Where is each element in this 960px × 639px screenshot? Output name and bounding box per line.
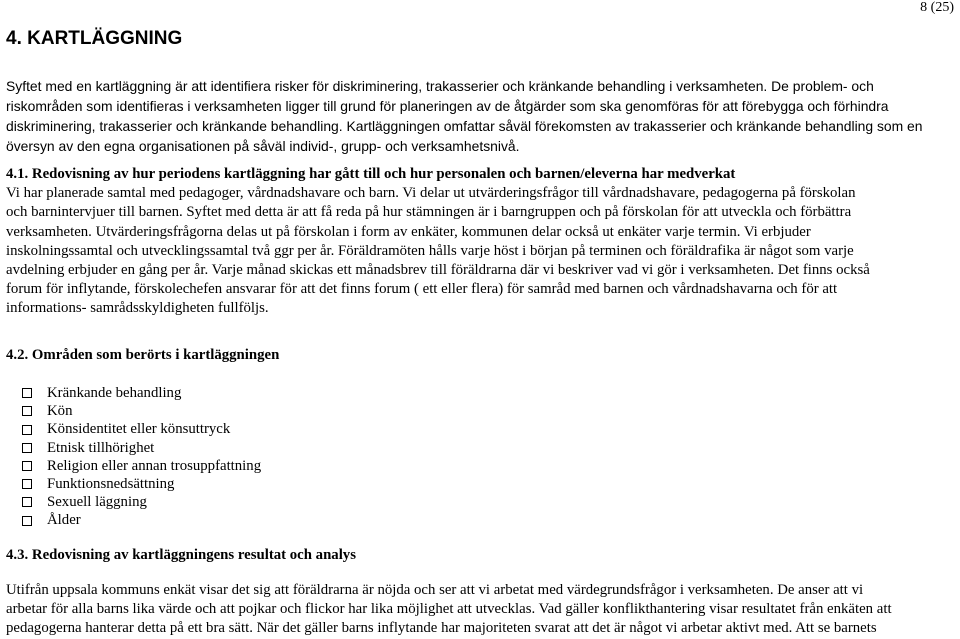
intro-paragraph (6, 76, 956, 156)
section-4-3-heading: 4.3. Redovisning av kartläggningens resultat och analys (6, 547, 356, 563)
section-4-2-heading: 4.2. Områden som berörts i kartläggningen (6, 347, 280, 363)
checklist-item (22, 384, 261, 402)
intro-line: Syftet med en kartläggning är att identifiera risker för diskriminering, trakasserier och kränkande behandling i verksamheten. De problem- och (6, 78, 874, 94)
checklist-item (22, 475, 261, 493)
section-4-1-heading: 4.1. Redovisning av hur periodens kartläggning har gått till och hur personalen och barnen/eleverna har medverkat (6, 166, 736, 182)
intro-line: översyn av den egna organisationen på såväl individ-, grupp- och verksamhetsnivå. (6, 138, 520, 154)
areas-checklist (22, 384, 261, 530)
checklist-item-label: Ålder (47, 512, 81, 529)
section-4-1 (6, 165, 956, 319)
section-title: 4. KARTLÄGGNING (6, 28, 183, 49)
paragraph-line: informations- samrådsskyldigheten fullföljs. (6, 300, 269, 317)
checklist-item-label: Könsidentitet eller könsuttryck (47, 421, 231, 438)
checklist-item-label: Religion eller annan trosuppfattning (47, 457, 262, 474)
paragraph-line: forum för inflytande, förskolechefen ansvarar för att det finns forum ( ett eller flera) för samråd med barnen och vårdnadshavarna och för att (6, 281, 838, 298)
checklist-item-label: Etnisk tillhörighet (47, 439, 155, 456)
checklist-item (22, 420, 261, 438)
checkbox-icon (22, 406, 32, 416)
checklist-item (22, 511, 261, 529)
checklist-item (22, 457, 261, 475)
paragraph-line: Vi har planerade samtal med pedagoger, vårdnadshavare och barn. Vi delar ut utvärderingsfrågor till vårdnadshavare, pedagogerna på förskolan (6, 185, 856, 202)
paragraph-line: och barnintervjuer till barnen. Syftet med detta är att få reda på hur stämningen är i barngruppen och på förskolan för att utveckla och förbättra (6, 204, 852, 221)
paragraph-line: avdelning erbjuder en gång per år. Varje månad skickas ett månadsbrev till föräldrarna där vi beskriver vad vi gör i verksamheten. Det finns också (6, 262, 870, 279)
paragraph-line: verksamheten. Utvärderingsfrågorna delas ut på förskolan i form av enkäter, kommunen delar också ut enkäter varje termin. Vi erbjuder (6, 223, 811, 240)
page-number: 8 (25) (920, 0, 954, 15)
intro-line: diskriminering, trakasserier och kränkande behandling. Kartläggningen omfattar såväl förekomsten av trakasserier och kränkande behandling som en (6, 118, 923, 134)
checkbox-icon (22, 516, 32, 526)
paragraph-line: inskolningssamtal och utvecklingssamtal två ggr per år. Föräldramöten hålls varje höst i början på terminen och föräldrafika är något som varje (6, 242, 854, 259)
checklist-item-label: Funktionsnedsättning (47, 476, 175, 493)
checklist-item (22, 439, 261, 457)
paragraph-line: Utifrån uppsala kommuns enkät visar det sig att föräldrarna är nöjda och ser att vi arbetat med värdegrundsfrågor i verksamheten. De anser att vi (6, 582, 864, 598)
paragraph-line: arbetar för alla barns lika värde och att pojkar och flickor har lika möjlighet att utvecklas. Vad gäller konflikthantering visar resultatet från enkäten att (6, 601, 892, 618)
checkbox-icon (22, 425, 32, 435)
checkbox-icon (22, 479, 32, 489)
section-4-3-paragraph (6, 581, 956, 639)
paragraph-line: pedagogerna hanterar detta på ett bra sätt. När det gäller barns inflytande har majoriteten svarat att det är något vi arbetar aktivt med. Att se barnets (6, 620, 877, 637)
checklist-item-label: Kränkande behandling (47, 385, 182, 401)
checklist-item-label: Kön (47, 403, 73, 420)
checkbox-icon (22, 388, 32, 398)
checklist-item (22, 402, 261, 420)
checklist-item-label: Sexuell läggning (47, 494, 147, 511)
intro-line: riskområden som identifieras i verksamheten ligger till grund för planeringen av de åtgärder som ska genomföras för att förebygga och förhindra (6, 98, 889, 114)
checkbox-icon (22, 443, 32, 453)
checklist-item (22, 493, 261, 511)
checkbox-icon (22, 497, 32, 507)
checkbox-icon (22, 461, 32, 471)
